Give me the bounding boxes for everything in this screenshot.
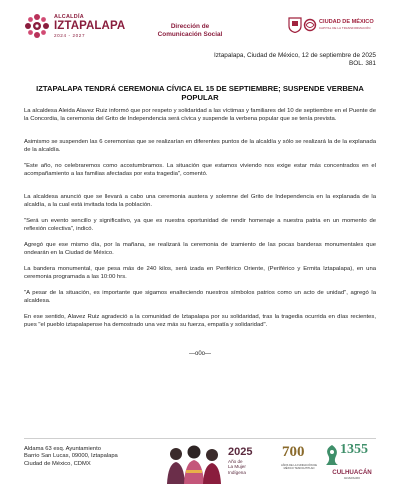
culhuacan-logo <box>324 442 380 486</box>
mujer-line-3: Indígena <box>228 469 246 475</box>
paragraph-4: La alcaldesa anunció que se llevará a cabo una ceremonia austera y solemne del Grito de Independencia en la explanada de la alcaldía, a la cual está invitada toda la población. <box>24 194 376 208</box>
place-date: Iztapalapa, Ciudad de México, 12 de septiembre de 2025 <box>213 52 376 59</box>
culhuacan-name: CULHUACÁN <box>332 469 372 476</box>
dateline <box>214 52 376 69</box>
paragraph-8: "A pesar de la situación, es importante que sigamos enalteciendo nuestros símbolos patrios como un acto de unidad", agregó la alcaldesa. <box>24 290 376 304</box>
cdmx-subtitle: CAPITAL DE LA TRANSFORMACIÓN <box>319 26 371 30</box>
end-separator: —o0o— <box>188 351 211 357</box>
brand-years: 2024 - 2027 <box>54 33 86 38</box>
letterhead <box>0 0 400 50</box>
department-name <box>158 23 223 38</box>
tenochtitlan-text: AÑOS DE LA FUNDACIÓN DE MÉXICO TENOCHTITLAN <box>281 464 317 471</box>
mujer-text <box>228 459 246 475</box>
indigenous-women-illustration-icon <box>164 442 224 484</box>
mujer-year: 2025 <box>228 446 253 458</box>
paragraph-3: "Este año, no celebraremos como acostumbramos. La situación que estamos viviendo nos exige estar más concentrados en el acompañamiento a las familias afectadas por esta tragedia", comentó. <box>24 163 376 177</box>
bulletin-number: BOL. 381 <box>348 60 376 68</box>
paragraph-5: "Será un evento sencillo y significativo, ya que es nuestra oportunidad de rendir homenaje a nuestra patria en un momento de reflexión colectiva", indicó. <box>24 218 376 232</box>
address-line-1: Aldama 63 esq. Ayuntamiento <box>24 446 101 452</box>
mujer-line-2: La Mujer <box>228 464 246 470</box>
mujer-line-1: Año de <box>228 459 243 464</box>
cdmx-knot-icon <box>303 18 317 32</box>
paragraph-7: La bandera monumental, que pesa más de 240 kilos, será izada en Periférico Oriente, (Periférico y Ermita Iztapalapa), en una ceremonia programada a las 10:00 hrs. <box>24 266 376 280</box>
department-line-2: Comunicación Social <box>157 30 223 38</box>
culhuacan-subtitle: ANIVERSARIO <box>343 477 361 480</box>
culhuacan-number: 1355 <box>340 442 368 457</box>
culhuacan-glyph-icon <box>324 444 340 466</box>
brand-name: IZTAPALAPA <box>54 20 126 32</box>
paragraph-9: En ese sentido, Alavez Ruiz agradeció a la comunidad de Iztapalapa por su solidaridad, tras la tragedia ocurrida en días recientes, pues "el pueblo iztapalapense ha demostrado una vez más su fuerza, empatía y solidaridad". <box>24 314 376 328</box>
cdmx-logo <box>288 16 388 38</box>
flower-emblem-icon <box>23 12 51 40</box>
address-line-2: Barrio San Lucas, 09000, Iztapalapa <box>24 453 118 460</box>
footer-divider <box>24 438 376 439</box>
brand-top-text: ALCALDÍA <box>54 14 84 20</box>
iztapalapa-logo <box>23 12 126 42</box>
cdmx-shield-icon <box>288 17 302 33</box>
headline: IZTAPALAPA TENDRÁ CEREMONIA CÍVICA EL 15 DE SEPTIEMBRE; SUSPENDE VERBENA POPULAR <box>36 84 364 103</box>
tenochtitlan-number: 700 <box>282 444 305 460</box>
address-line-3: Ciudad de México, CDMX <box>24 460 91 467</box>
paragraph-6: Agregó que ese mismo día, por la mañana, se realizará la ceremonia de izamiento de las pocas banderas monumentales que ondearán en la Ciudad de México. <box>24 242 376 256</box>
footer-address <box>24 446 118 468</box>
tenochtitlan-logo <box>276 442 322 484</box>
department-line-1: Dirección de <box>170 23 210 30</box>
paragraph-2: Asimismo se suspenden las 6 ceremonias que se realizarían en diferentes puntos de la alcaldía y sólo se realizará la de la explanada de la alcaldía. <box>24 139 376 153</box>
mujer-indigena-logo <box>228 446 276 480</box>
cdmx-name: CIUDAD DE MÉXICO <box>319 19 374 25</box>
paragraph-1: La alcaldesa Aleida Alavez Ruiz informó que por respeto y solidaridad a las víctimas y familiares del 10 de septiembre en el Puente de la Concordia, la ceremonia del Grito de Independencia será cívica y suspende la verbena popular que se tenía prevista. <box>24 108 376 122</box>
